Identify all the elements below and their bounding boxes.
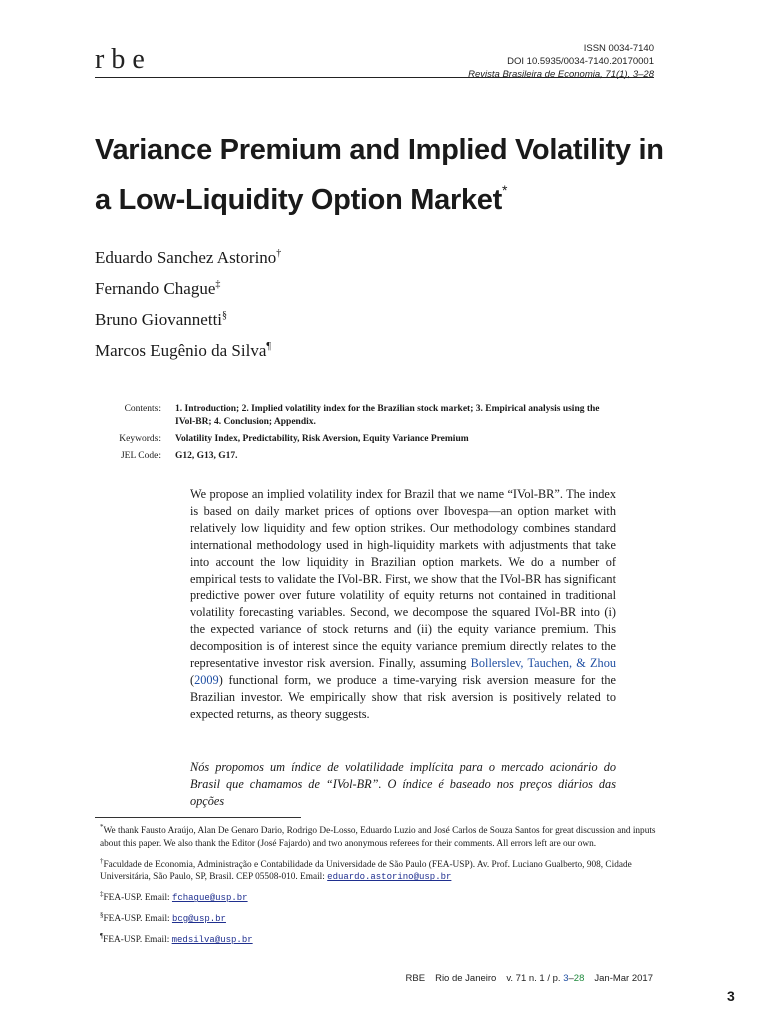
footer-volume	[506, 973, 584, 984]
journal-reference: Revista Brasileira de Economia, 71(1), 3–28	[468, 69, 654, 80]
footer-page-start-link[interactable]: 3	[563, 973, 569, 984]
citation-paren: (	[190, 672, 195, 687]
article-metadata	[95, 403, 655, 467]
footer-date: Jan-Mar 2017	[594, 973, 653, 984]
footer-journal: RBE	[405, 973, 426, 984]
footer-city: Rio de Janeiro	[435, 973, 497, 984]
author-name: Fernando Chague	[95, 279, 216, 298]
abstract-text: We propose an implied volatility index for Brazil that we name “IVol-BR”. The index is based on daily market prices of options over Ibovespa—an option market with relatively low liquidity and few option strikes. Our methodology combines standard international methodology used in high-liquidity markets with adjustments that take into account the low liquidity in Brazilian option markets. We do a number of empirical tests to validate the IVol-BR. First, we show that the IVol-BR has significant predictive power over future volatility of equity returns not contained in traditional volatility forecasting variables. Second, we decompose the squared IVol-BR into (i) the expected variance of stock returns and (ii) the equity variance premium. This decomposition is of interest since the equity variance premium directly relates to the representative investor risk aversion. Finally, assuming	[190, 487, 616, 671]
author	[95, 333, 281, 364]
footer-volume-text: v. 71 n. 1 / p.	[506, 973, 564, 984]
title-footnote-mark: *	[501, 182, 508, 198]
journal-logo: rbe	[95, 44, 152, 75]
doi: DOI 10.5935/0034-7140.20170001	[507, 56, 654, 67]
footnotes	[100, 821, 660, 951]
jel-label: JEL Code:	[120, 451, 161, 461]
footnote-mark: *	[100, 823, 104, 831]
author-name: Eduardo Sanchez Astorino	[95, 248, 277, 267]
footnote-text: FEA-USP. Email:	[103, 913, 172, 924]
author-name: Marcos Eugênio da Silva	[95, 341, 267, 360]
footnote-mark: ‡	[100, 890, 104, 899]
abstract	[190, 486, 616, 723]
footnote-mark: †	[100, 856, 104, 865]
jel-value: G12, G13, G17.	[175, 451, 238, 461]
footnote	[100, 909, 660, 926]
author	[95, 240, 281, 271]
footnote-text: Faculdade de Economia, Administração e Contabilidade da Universidade de São Paulo (FEA-USP). Av. Prof. Luciano Gualberto, 908, Cidade Universitária, São Paulo, SP, Brasil. CEP 05508-010. Email:	[100, 859, 632, 883]
contents-label: Contents:	[124, 404, 161, 414]
jel-row	[95, 450, 655, 463]
page-footer	[406, 973, 653, 984]
contents-row	[95, 403, 655, 429]
paper-title-text: Variance Premium and Implied Volatility in a Low-Liquidity Option Market	[95, 134, 664, 216]
author	[95, 271, 281, 302]
page-number: 3	[727, 988, 735, 1004]
footnote-text: FEA-USP. Email:	[103, 934, 172, 945]
resumo: Nós propomos um índice de volatilidade implícita para o mercado acionário do Brasil que chamamos de “IVol-BR”. O índice é baseado nos preços diários das opções	[190, 760, 616, 808]
email-link[interactable]: fchague@usp.br	[171, 893, 248, 904]
header-rule	[95, 77, 654, 78]
citation-link-year[interactable]: 2009	[194, 672, 219, 687]
author-mark: ‡	[215, 279, 221, 290]
footer-page-dash: –	[568, 973, 574, 984]
email-link[interactable]: bcg@usp.br	[171, 913, 226, 924]
contents-value: 1. Introduction; 2. Implied volatility index for the Brazilian stock market; 3. Empirical analysis using the IVol-BR; 4. Conclusion; Appendix.	[175, 404, 600, 427]
footnote	[100, 930, 660, 947]
citation-link-authors[interactable]: Bollerslev, Tauchen, & Zhou	[470, 656, 617, 671]
footnote-text: FEA-USP. Email:	[103, 893, 172, 904]
footer-page-end-link[interactable]: 28	[573, 973, 585, 984]
author-mark: ¶	[266, 341, 271, 352]
footnote-text: We thank Fausto Araújo, Alan De Genaro Dario, Rodrigo De-Losso, Eduardo Luzio and José Carlos de Souza Santos for great discussion and inputs about this paper. We also thank the Editor (José Fajardo) and two anonymous referees for their comments. All errors left are our own.	[100, 826, 656, 849]
keywords-row	[95, 433, 655, 446]
author	[95, 302, 281, 333]
keywords-label: Keywords:	[119, 434, 161, 444]
author-list	[95, 240, 281, 364]
author-mark: †	[276, 248, 282, 259]
author-name: Bruno Giovannetti	[95, 310, 223, 329]
footnote-rule	[95, 817, 301, 818]
author-mark: §	[222, 310, 228, 321]
keywords-value: Volatility Index, Predictability, Risk Aversion, Equity Variance Premium	[175, 434, 469, 444]
footnote-mark: §	[100, 910, 104, 919]
footnote-mark: ¶	[100, 931, 104, 940]
citation-paren: )	[218, 672, 223, 687]
email-link[interactable]: eduardo.astorino@usp.br	[327, 872, 452, 883]
footnote	[100, 821, 660, 851]
issn: ISSN 0034-7140	[583, 43, 654, 54]
abstract-text: functional form, we produce a time-varying risk aversion measure for the Brazilian investor. We empirically show that risk aversion is positively related to expected returns, as theory suggests.	[190, 672, 616, 721]
email-link[interactable]: medsilva@usp.br	[171, 934, 253, 945]
paper-title	[95, 130, 685, 220]
footnote	[100, 888, 660, 905]
footnote	[100, 855, 660, 885]
journal-meta	[468, 42, 654, 81]
